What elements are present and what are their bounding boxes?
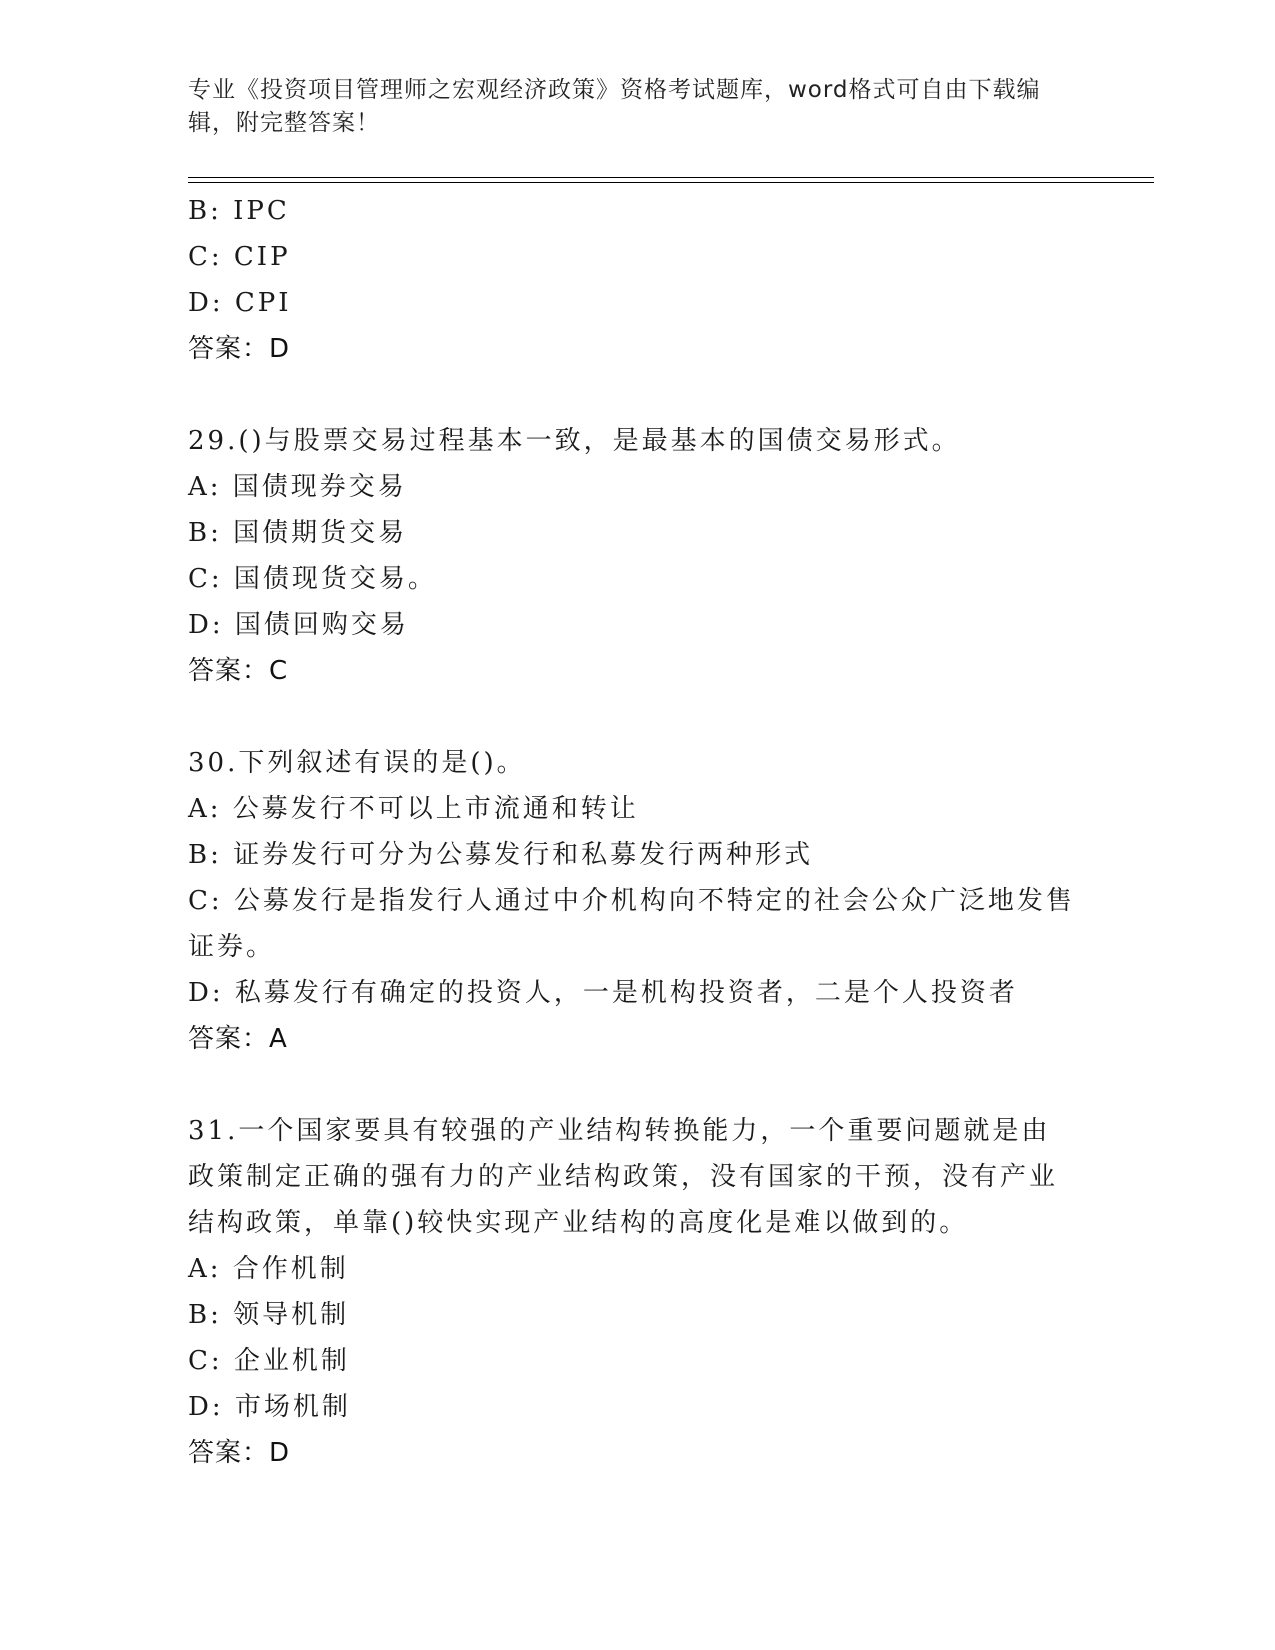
option-b: B: 国债期货交易 — [188, 518, 408, 548]
answer-line: 答案：A — [188, 1024, 288, 1054]
answer-line: 答案：D — [188, 334, 291, 364]
header-rule-bottom — [188, 182, 1154, 183]
option-c: C: CIP — [188, 242, 291, 272]
option-b: B: 证券发行可分为公募发行和私募发行两种形式 — [188, 840, 814, 870]
option-a: A: 国债现券交易 — [188, 472, 407, 502]
option-d: D: 国债回购交易 — [188, 610, 409, 640]
option-d: D: 私募发行有确定的投资人，一是机构投资者，二是个人投资者 — [188, 978, 1018, 1008]
spacer — [188, 1062, 1088, 1108]
question-30 — [188, 740, 1088, 1062]
option-b: B: 领导机制 — [188, 1300, 350, 1330]
option-b: B: IPC — [188, 196, 290, 226]
question-stem: 29.()与股票交易过程基本一致，是最基本的国债交易形式。 — [188, 426, 961, 456]
question-28-continuation — [188, 188, 1088, 372]
question-stem: 31.一个国家要具有较强的产业结构转换能力，一个重要问题就是由政策制定正确的强有力的产业结构政策，没有国家的干预，没有产业结构政策，单靠()较快实现产业结构的高度化是难以做到的。 — [188, 1116, 1059, 1238]
spacer — [188, 372, 1088, 418]
answer-line: 答案：C — [188, 656, 289, 686]
option-c: C: 国债现货交易。 — [188, 564, 437, 594]
page-header: 专业《投资项目管理师之宏观经济政策》资格考试题库，word格式可自由下载编辑，附完整答案！ — [188, 77, 1041, 136]
header-rule-top — [188, 177, 1154, 178]
answer-line: 答案：D — [188, 1438, 291, 1468]
option-a: A: 公募发行不可以上市流通和转让 — [188, 794, 639, 824]
option-c: C: 公募发行是指发行人通过中介机构向不特定的社会公众广泛地发售证券。 — [188, 886, 1075, 962]
option-d: D: 市场机制 — [188, 1392, 351, 1422]
question-31 — [188, 1108, 1088, 1476]
option-c: C: 企业机制 — [188, 1346, 350, 1376]
question-29 — [188, 418, 1088, 694]
option-d: D: CPI — [188, 288, 292, 318]
spacer — [188, 694, 1088, 740]
question-list — [188, 188, 1088, 1476]
option-a: A: 合作机制 — [188, 1254, 349, 1284]
question-stem: 30.下列叙述有误的是()。 — [188, 748, 526, 778]
